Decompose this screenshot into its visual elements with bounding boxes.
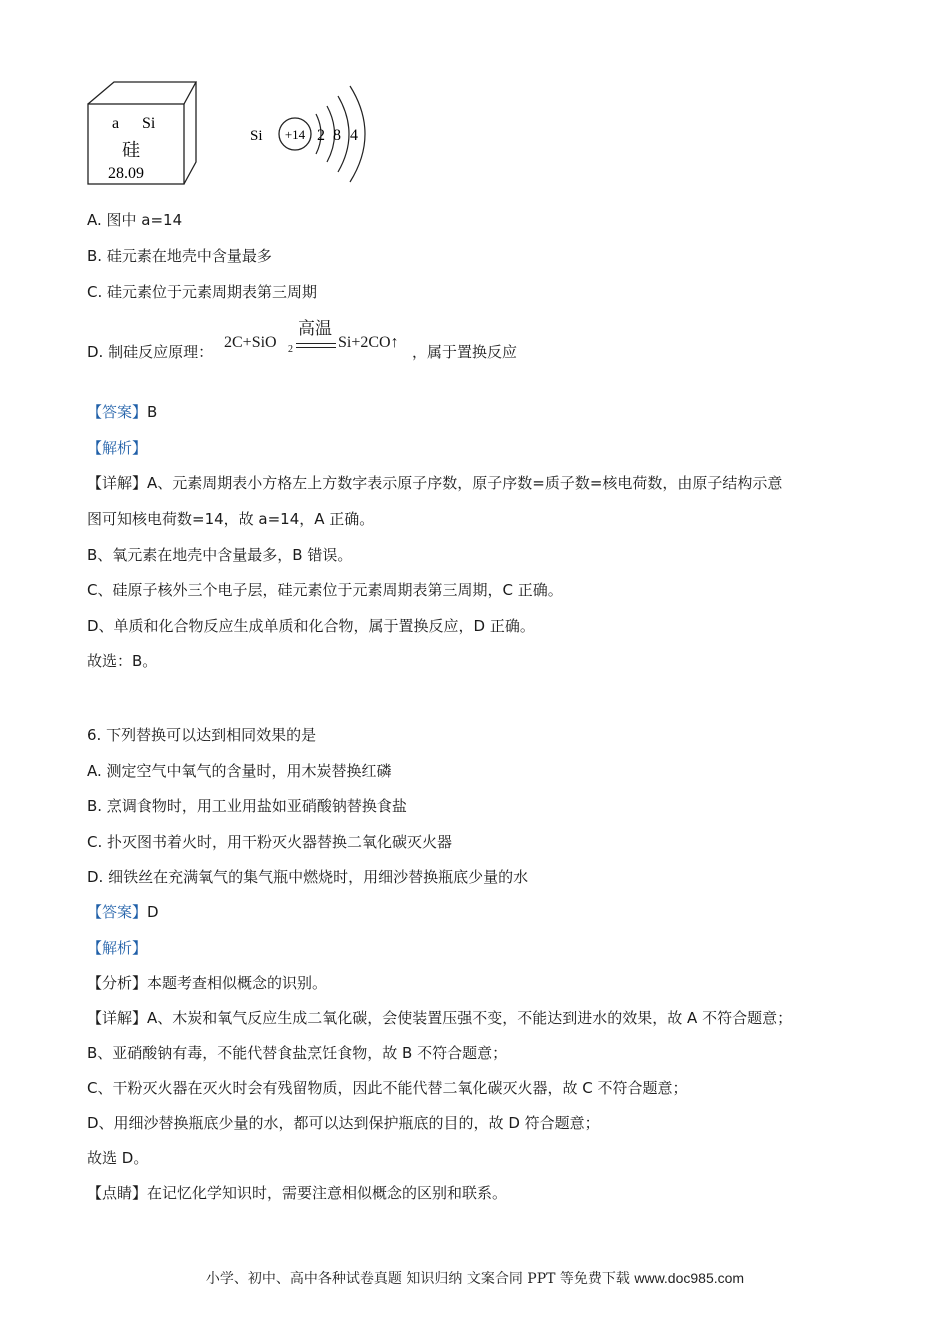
q6-option-a: A. 测定空气中氧气的含量时，用木炭替换红磷	[87, 762, 392, 780]
q6-tip-line	[87, 1183, 507, 1203]
q6-option-c: C. 扑灭图书着火时，用干粉灭火器替换二氧化碳灭火器	[87, 833, 453, 851]
q6-conclusion: 故选 D。	[87, 1149, 149, 1167]
cell-mass: 28.09	[108, 165, 144, 182]
q6-detail-line-2: B、亚硝酸钠有毒，不能代替食盐烹饪食物，故 B 不符合题意；	[87, 1044, 508, 1062]
q5-option-b: B. 硅元素在地壳中含量最多	[87, 247, 272, 265]
q6-analysis-line	[87, 973, 327, 993]
q5-option-a: A. 图中 a=14	[87, 211, 183, 229]
q6-tip-text: 在记忆化学知识时，需要注意相似概念的区别和联系。	[147, 1184, 508, 1202]
q5-answer-value: B	[147, 403, 158, 421]
atom-symbol: Si	[250, 128, 263, 144]
nucleus-charge: +14	[284, 127, 306, 142]
footer-text: 小学、初中、高中各种试卷真题 知识归纳 文案合同 PPT 等免费下载	[205, 1271, 635, 1287]
q5-detail-line-1	[87, 473, 782, 493]
q6-answer-line	[87, 902, 159, 922]
q6-analysis-text: 本题考查相似概念的识别。	[147, 974, 328, 992]
eq-sub: 2	[288, 344, 293, 355]
q5-detail-line-5: D、单质和化合物反应生成单质和化合物，属于置换反应，D 正确。	[87, 617, 535, 635]
q6-analysis-label: 【分析】	[87, 974, 148, 992]
page-footer	[0, 1268, 950, 1288]
cell-atomic-number: a	[112, 115, 120, 132]
q6-detail-line-3: C、干粉灭火器在灭火时会有残留物质，因此不能代替二氧化碳灭火器，故 C 不符合题意；	[87, 1079, 688, 1097]
q5-detail-line-4: C、硅原子核外三个电子层，硅元素位于元素周期表第三周期，C 正确。	[87, 581, 563, 599]
q5-option-d-suffix: ，属于置换反应	[412, 343, 518, 361]
q5-detail-line-3: B、氧元素在地壳中含量最多，B 错误。	[87, 546, 353, 564]
q5-detail-text-1: A、元素周期表小方格左上方数字表示原子序数，原子序数=质子数=核电荷数，由原子结构示意	[147, 474, 783, 492]
q5-option-d-prefix: D. 制硅反应原理：	[87, 343, 214, 361]
shell-electrons-2: 8	[333, 127, 341, 144]
q5-option-c: C. 硅元素位于元素周期表第三周期	[87, 283, 318, 301]
q6-answer-tag: 【答案】	[87, 903, 148, 921]
q6-detail-line-1	[87, 1008, 792, 1028]
q5-detail-line-2: 图可知核电荷数=14，故 a=14，A 正确。	[87, 510, 375, 528]
q6-tip-tag: 【点睛】	[87, 1184, 148, 1202]
element-figure	[80, 78, 380, 193]
shell-electrons-3: 4	[350, 127, 358, 144]
q5-detail-tag: 【详解】	[87, 474, 148, 492]
q6-detail-text-1: A、木炭和氧气反应生成二氧化碳，会使装置压强不变，不能达到进水的效果，故 A 不符合题意；	[147, 1009, 793, 1027]
q5-option-d	[87, 342, 213, 362]
q6-option-b: B. 烹调食物时，用工业用盐如亚硝酸钠替换食盐	[87, 797, 407, 815]
cell-name: 硅	[122, 140, 140, 160]
eq-condition: 高温	[298, 319, 332, 338]
q6-detail-line-4: D、用细沙替换瓶底少量的水，都可以达到保护瓶底的目的，故 D 符合题意；	[87, 1114, 600, 1132]
q5-answer-line	[87, 402, 157, 422]
eq-lhs: 2C+SiO	[224, 334, 277, 351]
q6-analysis-tag: 【解析】	[87, 939, 148, 957]
q6-option-d: D. 细铁丝在充满氧气的集气瓶中燃烧时，用细沙替换瓶底少量的水	[87, 868, 529, 886]
q5-answer-tag: 【答案】	[87, 403, 148, 421]
q6-stem: 6. 下列替换可以达到相同效果的是	[87, 726, 317, 744]
footer-url[interactable]: www.doc985.com	[634, 1270, 745, 1286]
cell-symbol: Si	[142, 115, 156, 132]
eq-arrow-lines	[296, 343, 336, 348]
q6-answer-value: D	[147, 903, 159, 921]
q6-detail-tag: 【详解】	[87, 1009, 148, 1027]
shell-electrons-1: 2	[317, 127, 325, 144]
q5-conclusion: 故选：B。	[87, 652, 158, 670]
eq-rhs: Si+2CO↑	[338, 334, 399, 351]
q5-analysis-tag: 【解析】	[87, 439, 148, 457]
